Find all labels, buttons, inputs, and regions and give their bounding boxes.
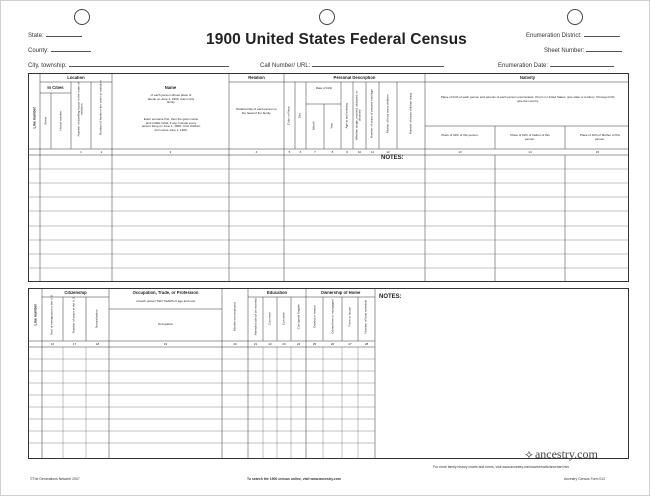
occupation-title-header: Occupation, Trade, or Profession xyxy=(132,291,199,295)
education-header: Education xyxy=(266,291,288,295)
family-order-header: Number of family in the order of visitation xyxy=(98,80,103,135)
farm-house-header: Farm or house xyxy=(347,306,352,327)
year-header: Year xyxy=(329,122,334,129)
relation-header: Relation xyxy=(248,76,265,80)
column-number: 7 xyxy=(314,150,316,154)
column-number: 12 xyxy=(386,150,390,154)
in-cities-header: In Cities xyxy=(47,86,64,90)
ancestry-logo xyxy=(525,447,598,462)
copyright-text: ©The Generations Network 2007 xyxy=(30,477,80,481)
city-label: City, township: xyxy=(28,63,67,69)
column-number: 2 xyxy=(100,150,103,154)
column-number: 27 xyxy=(348,342,352,346)
months-school-header: Attended school (in months) xyxy=(253,298,258,336)
house-number-header: House number xyxy=(58,110,63,131)
can-speak-english-header: Can speak English xyxy=(296,304,301,330)
punch-hole-right xyxy=(567,9,583,25)
nativity-description: Place of birth of each person and parents of each person enumerated. If born in United States, give state or territory. If foreign birth, give the country. xyxy=(440,96,616,103)
occupation-header: Occupation xyxy=(157,323,174,326)
column-number: 21 xyxy=(253,342,258,346)
column-number: 4 xyxy=(255,150,258,154)
column-number: 15 xyxy=(595,150,600,154)
month-header: Month xyxy=(311,121,316,130)
bottom-notes-label: NOTES: xyxy=(379,294,402,300)
can-write-header: Can write xyxy=(281,312,286,326)
column-number: 9 xyxy=(346,150,348,154)
page-title: 1900 United States Federal Census xyxy=(206,31,467,48)
state-field[interactable] xyxy=(28,30,82,39)
line-number-header: Line number xyxy=(33,303,38,326)
bottom-table-grid xyxy=(29,289,629,459)
birth-place-mother-header: Place of birth of Mother of this person. xyxy=(580,134,620,141)
date-of-birth-header: Date of birth xyxy=(315,87,333,90)
citizenship-occupation-table xyxy=(28,288,629,459)
punch-hole-center xyxy=(319,9,335,25)
location-header: Location xyxy=(67,76,85,80)
enumeration-district-label: Enumeration District: xyxy=(526,33,582,39)
ownership-header: Ownership of Home xyxy=(320,291,361,295)
column-number: 5 xyxy=(288,150,291,154)
farm-schedule-header: Number of farm schedule xyxy=(363,299,368,334)
column-number: 6 xyxy=(299,150,302,154)
search-census-link[interactable]: To search the 1900 census online, visit www.ancestry.com xyxy=(247,477,341,481)
top-table-row-lines xyxy=(29,155,629,268)
column-number: 25 xyxy=(312,342,317,346)
birth-place-person-header: Place of birth of this person. xyxy=(441,134,479,137)
punch-hole-left xyxy=(74,9,90,25)
sheet-number-field[interactable] xyxy=(544,45,622,54)
street-header: Street xyxy=(43,116,48,125)
state-label: State: xyxy=(28,33,44,39)
column-number: 26 xyxy=(330,342,335,346)
more-charts-note: For more family history charts and forms, visit www.ancestry.com/save/charts/ancchart.htm xyxy=(433,465,570,469)
enumeration-district-field[interactable] xyxy=(526,30,620,39)
marital-status-header: Whether single, married, widowed, or divorced xyxy=(354,90,362,141)
top-table-grid xyxy=(29,74,629,282)
nativity-header: Nativity xyxy=(519,76,536,80)
column-number: 18 xyxy=(95,342,100,346)
sex-header: Sex xyxy=(297,113,302,119)
column-number: 14 xyxy=(528,150,532,154)
sheet-number-label: Sheet Number: xyxy=(544,48,585,54)
ancestry-leaf-icon: ⟡ xyxy=(525,447,533,461)
relation-description: Relationship of each person to the head of the family. xyxy=(236,108,277,115)
line-number-header: Line number xyxy=(32,106,37,129)
city-field[interactable] xyxy=(28,60,229,69)
county-label: County: xyxy=(28,48,49,54)
column-number: 10 xyxy=(357,150,362,154)
name-header: Name xyxy=(164,86,177,90)
immigration-year-header: Year of immigration to the U.S. xyxy=(49,294,54,336)
name-instructions: Enter surname first, then the given name and middle initial, if any. Include every person living on June 1, 1900. Omit children born since June 1, 1900. xyxy=(141,118,201,132)
population-schedule-table xyxy=(28,73,629,282)
owned-rented-header: Owned or rented xyxy=(312,305,317,328)
occupation-description: of each person TEN YEARS of age and over. xyxy=(136,300,196,303)
column-number: 16 xyxy=(50,342,55,346)
personal-description-header: Personal Description xyxy=(333,76,376,80)
years-married-header: Number of years of present marriage xyxy=(369,89,374,139)
column-number: 19 xyxy=(163,342,168,346)
can-read-header: Can read xyxy=(267,312,272,325)
form-number: Ancestry Census Form 012 xyxy=(564,477,606,481)
column-number: 28 xyxy=(364,342,369,346)
call-number-label: Call Number/ URL: xyxy=(260,63,311,69)
birth-place-father-header: Place of birth of Father of this person. xyxy=(510,134,550,141)
dwelling-order-header: Number of dwelling house in the order of visitation xyxy=(76,82,84,137)
column-number: 1 xyxy=(80,150,82,154)
citizenship-header: Citizenship xyxy=(64,291,87,295)
age-header: Age at last birthday xyxy=(344,102,349,129)
county-field[interactable] xyxy=(28,45,91,54)
column-number: 3 xyxy=(169,150,172,154)
column-number: 13 xyxy=(458,150,462,154)
column-number: 23 xyxy=(282,342,286,346)
children-living-header: Number of these children living xyxy=(408,93,413,135)
column-number: 22 xyxy=(268,342,272,346)
column-number: 24 xyxy=(296,342,301,346)
enumeration-date-label: Enumeration Date: xyxy=(498,63,549,69)
free-mortgaged-header: Owned free or mortgaged xyxy=(330,299,335,334)
ancestry-logo-text: ancestry.com xyxy=(534,447,598,461)
column-number: 8 xyxy=(331,150,334,154)
years-in-us-header: Number of years in the U.S. xyxy=(71,296,76,334)
naturalization-header: Naturalization xyxy=(94,309,99,328)
call-number-field[interactable] xyxy=(260,60,444,69)
name-description: of each person whose place of abode on June 1, 1900, was in this family. xyxy=(147,94,195,105)
top-notes-label: NOTES: xyxy=(381,155,404,161)
bottom-table-row-lines xyxy=(29,347,375,459)
column-number: 20 xyxy=(233,342,237,346)
color-race-header: Color or Race xyxy=(286,106,291,125)
mother-of-header: Mother of how many children xyxy=(385,94,390,133)
enumeration-date-field[interactable] xyxy=(498,60,614,69)
months-unemployed-header: Months not employed xyxy=(232,302,237,332)
column-number: 17 xyxy=(72,342,77,346)
column-number: 11 xyxy=(370,150,375,154)
